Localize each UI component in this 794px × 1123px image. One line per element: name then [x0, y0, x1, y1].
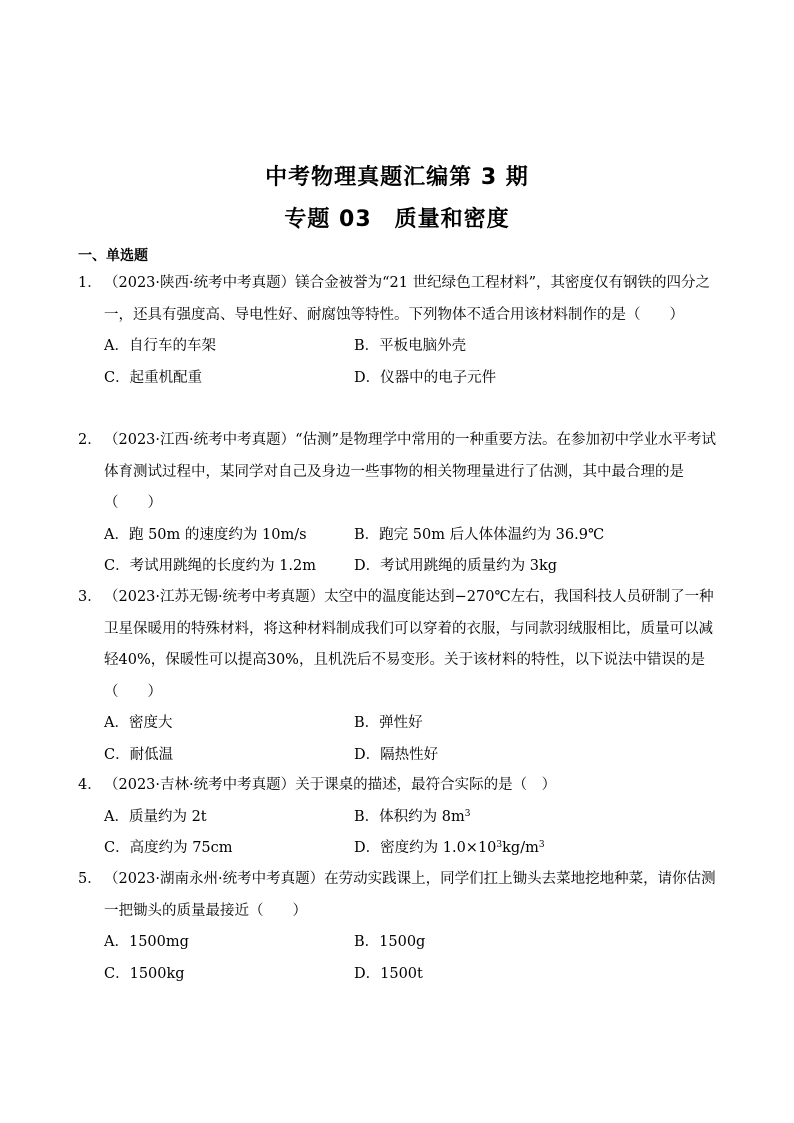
question-number: 4．: [78, 777, 102, 793]
option-d[interactable]: D．1500t: [354, 965, 423, 982]
option-d[interactable]: [354, 833, 604, 865]
option-d-text: D．密度约为 1.0×10: [354, 840, 497, 856]
option-b[interactable]: [354, 802, 604, 834]
question-number: 5．: [78, 871, 102, 887]
question-2: [78, 425, 718, 583]
option-list: [78, 331, 718, 394]
option-a[interactable]: A．跑 50m 的速度约为 10m/s: [104, 526, 307, 543]
question-number: 3．: [78, 589, 102, 605]
document-title: 中考物理真题汇编第 3 期: [265, 165, 529, 190]
question-text: （2023·江苏无锡·统考中考真题）太空中的温度能达到−270℃左右，我国科技人员研制了一种卫星保暖用的特殊材料，将这种材料制成我们可以穿着的衣服，与同款羽绒服相比，质量可以减轻40%，保暖性可以提高30%，且机洗后不易变形。关于该材料的特性，以下说法中错误的是（ ）: [104, 589, 714, 700]
superscript: 3: [464, 808, 471, 819]
option-c[interactable]: C．考试用跳绳的长度约为 1.2m: [104, 558, 317, 574]
option-c[interactable]: C．耐低温: [104, 746, 174, 763]
superscript: 3: [496, 840, 503, 850]
question-number: 1．: [78, 275, 102, 291]
option-b[interactable]: B．跑完 50m 后人体体温约为 36.9℃: [354, 526, 605, 543]
option-a[interactable]: A．自行车的车架: [104, 338, 216, 354]
option-list: [78, 520, 718, 583]
option-a[interactable]: A．质量约为 2t: [104, 808, 207, 825]
question-3: [78, 582, 718, 771]
question-5: [78, 864, 718, 990]
question-stem: [78, 864, 718, 927]
option-list: [78, 927, 718, 990]
option-c[interactable]: C．高度约为 75cm: [104, 840, 233, 856]
question-1: [78, 268, 718, 394]
question-stem: [78, 425, 718, 520]
option-d[interactable]: D．考试用跳绳的质量约为 3kg: [354, 558, 558, 574]
question-text: （2023·陕西·统考中考真题）镁合金被誉为“21 世纪绿色工程材料”，其密度仅有钢铁的四分之一，还具有强度高、导电性好、耐腐蚀等特性。下列物体不适合用该材料制作的是（ ）: [104, 275, 711, 323]
superscript: 3: [538, 840, 545, 850]
option-b[interactable]: B．弹性好: [354, 715, 423, 731]
option-d[interactable]: D．仪器中的电子元件: [354, 369, 497, 386]
question-text: （2023·湖南永州·统考中考真题）在劳动实践课上，同学们扛上锄头去菜地挖地种菜，请你估测一把锄头的质量最接近（ ）: [104, 871, 716, 919]
option-a[interactable]: A．密度大: [104, 715, 173, 731]
option-list: [78, 708, 718, 771]
option-c[interactable]: C．起重机配重: [104, 369, 203, 386]
question-text: （2023·江西·统考中考真题）“估测”是物理学中常用的一种重要方法。在参加初中学业水平考试体育测试过程中，某同学对自己及身边一些事物的相关物理量进行了估测，其中最合理的是（ ）: [104, 432, 716, 511]
option-c[interactable]: C．1500kg: [104, 965, 185, 982]
option-d[interactable]: D．隔热性好: [354, 746, 439, 763]
question-stem: [78, 770, 718, 802]
unit-text: kg/m: [502, 840, 539, 856]
question-text: （2023·吉林·统考中考真题）关于课桌的描述，最符合实际的是（ ）: [104, 777, 557, 793]
document-subtitle: 专题 03 质量和密度: [284, 207, 510, 232]
section-heading: 一、单选题: [78, 248, 148, 264]
option-list: [78, 802, 718, 865]
question-stem: [78, 582, 718, 708]
option-b[interactable]: B．1500g: [354, 934, 426, 950]
question-stem: [78, 268, 718, 331]
option-b-text: B．体积约为 8m: [354, 808, 465, 825]
question-4: [78, 770, 718, 865]
option-b[interactable]: B．平板电脑外壳: [354, 338, 467, 354]
question-number: 2．: [78, 432, 102, 448]
option-a[interactable]: A．1500mg: [104, 934, 189, 950]
